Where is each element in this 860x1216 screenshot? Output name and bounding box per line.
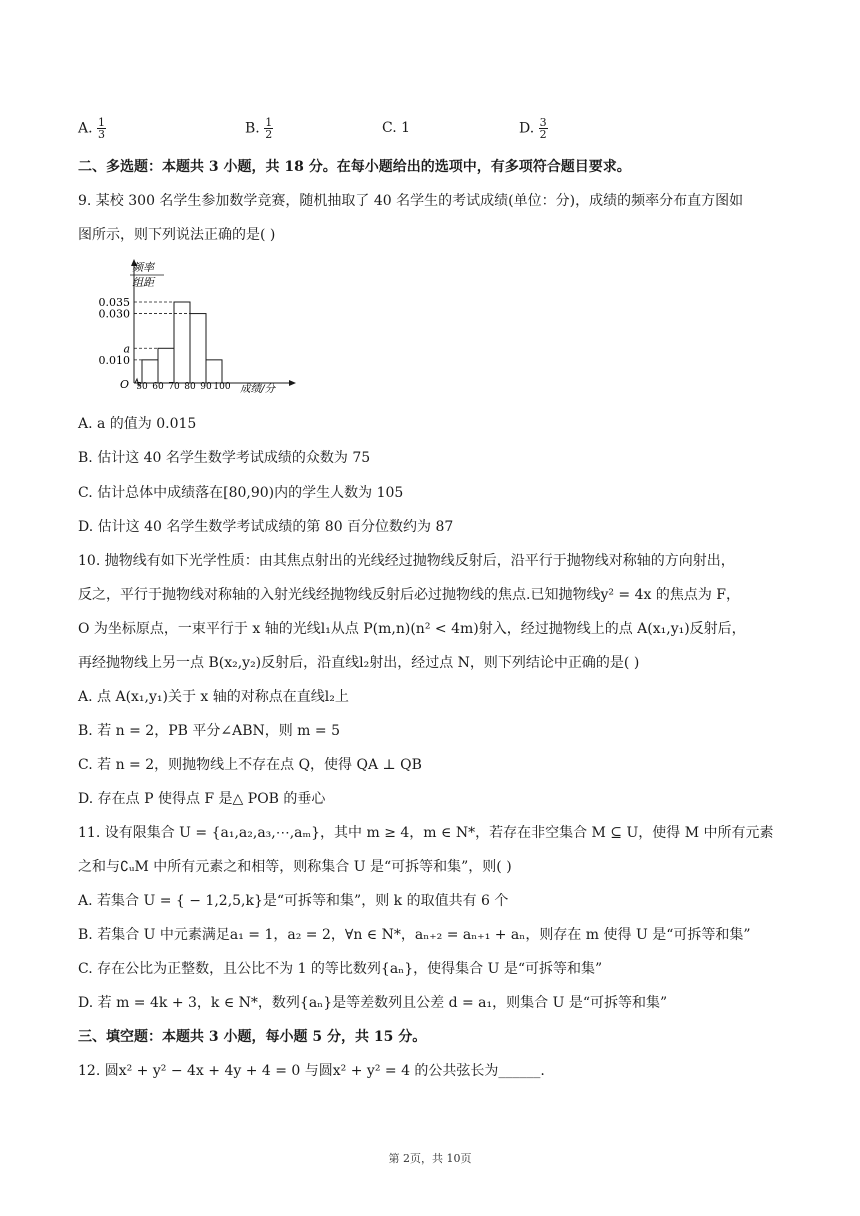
q8-option-d [519,117,548,140]
section-2-title: 二、多选题：本题共 3 小题，共 18 分。在每小题给出的选项中，有多项符合题目要求。 [78,159,631,175]
fraction [264,117,273,140]
numerator: 1 [265,116,273,129]
option-label: A. [78,120,93,137]
option-label: B. [245,120,260,137]
q11-option-c: C. 存在公比为正整数，且公比不为 1 的等比数列{aₙ}，使得集合 U 是“可拆等和集” [78,961,603,977]
q10-option-d: D. 存在点 P 使得点 F 是△ POB 的垂心 [78,791,326,807]
histogram-bar [174,302,190,383]
option-label: D. [519,120,535,137]
x-tick-label: 100 [213,382,231,392]
q9-option-c: C. 估计总体中成绩落在[80,90)内的学生人数为 105 [78,485,404,501]
q11-option-b: B. 若集合 U 中元素满足a₁ = 1，a₂ = 2，∀n ∈ N*，aₙ₊₂ = aₙ₊₁ + aₙ，则存在 m 使得 U 是“可拆等和集” [78,927,751,943]
x-tick-label: 90 [200,382,212,392]
x-tick-label: 60 [152,382,164,392]
y-tick-label: 0.030 [98,307,130,321]
histogram-bar [142,360,158,383]
q12-stem: 12. 圆x² + y² − 4x + 4y + 4 = 0 与圆x² + y² = 4 的公共弦长为______. [78,1063,545,1079]
denominator: 2 [265,128,273,141]
y-tick-label: 0.035 [98,296,130,309]
q8-option-c: C. 1 [382,120,411,136]
q8-option-b [245,117,273,140]
q8-option-a [78,117,106,140]
xlabel: 成绩/分 [240,383,276,395]
frequency-histogram [84,255,324,395]
q9-option-d: D. 估计这 40 名学生数学考试成绩的第 80 百分位数约为 87 [78,519,454,535]
q11-option-a: A. 若集合 U = { − 1,2,5,k}是“可拆等和集”，则 k 的取值共有 6 个 [78,893,509,909]
x-tick-label: 50 [136,382,148,392]
y-tick-label: 0.010 [98,353,130,367]
x-axis-arrow [289,380,296,386]
q10-option-c: C. 若 n = 2，则抛物线上不存在点 Q，使得 QA ⊥ QB [78,757,422,773]
numerator: 3 [539,116,547,129]
denominator: 3 [98,128,106,141]
section-3-title: 三、填空题：本题共 3 小题，每小题 5 分，共 15 分。 [78,1029,427,1045]
histogram-bar [190,314,206,383]
numerator: 1 [98,116,106,129]
q10-option-a: A. 点 A(x₁,y₁)关于 x 轴的对称点在直线l₂上 [78,689,349,705]
q9-stem-line1: 9. 某校 300 名学生参加数学竞赛，随机抽取了 40 名学生的考试成绩(单位：分)，成绩的频率分布直方图如 [78,193,744,209]
q11-stem-line1: 11. 设有限集合 U = {a₁,a₂,a₃,⋯,aₘ}，其中 m ≥ 4，m ∈ N*，若存在非空集合 M ⊆ U，使得 M 中所有元素 [78,825,774,841]
q10-stem-line4: 再经抛物线上另一点 B(x₂,y₂)反射后，沿直线l₂射出，经过点 N，则下列结论中正确的是( ) [78,655,640,671]
q10-stem-line1: 10. 抛物线有如下光学性质：由其焦点射出的光线经过抛物线反射后，沿平行于抛物线对称轴的方向射出， [78,553,735,569]
q10-stem-line2: 反之，平行于抛物线对称轴的入射光线经抛物线反射后必过抛物线的焦点.已知抛物线y² = 4x 的焦点为 F， [78,587,741,603]
x-tick-label: 70 [168,382,180,392]
denominator: 2 [539,128,547,141]
q11-option-d: D. 若 m = 4k + 3，k ∈ N*，数列{aₙ}是等差数列且公差 d = a₁，则集合 U 是“可拆等和集” [78,995,668,1011]
q9-stem-line2: 图所示，则下列说法正确的是( ) [78,227,276,243]
origin-label: O [120,378,130,391]
page-footer: 第 2页，共 10页 [388,1152,472,1165]
q9-option-a: A. a 的值为 0.015 [78,416,197,432]
x-tick-label: 80 [184,382,196,392]
q11-stem-line2: 之和与∁ᵤM 中所有元素之和相等，则称集合 U 是“可拆等和集”，则( ) [78,859,512,875]
histogram-bar [158,348,174,383]
q10-stem-line3: O 为坐标原点，一束平行于 x 轴的光线l₁从点 P(m,n)(n² < 4m)射入，经过抛物线上的点 A(x₁,y₁)反射后， [78,621,746,637]
y-tick-label: a [123,342,130,356]
histogram-bar [206,360,222,383]
q9-option-b: B. 估计这 40 名学生数学考试成绩的众数为 75 [78,450,371,466]
fraction [97,117,106,140]
fraction [539,117,548,140]
ylabel-numerator: 频率 [132,261,154,274]
q10-option-b: B. 若 n = 2，PB 平分∠ABN，则 m = 5 [78,723,340,739]
ylabel-denominator: 组距 [132,276,154,289]
